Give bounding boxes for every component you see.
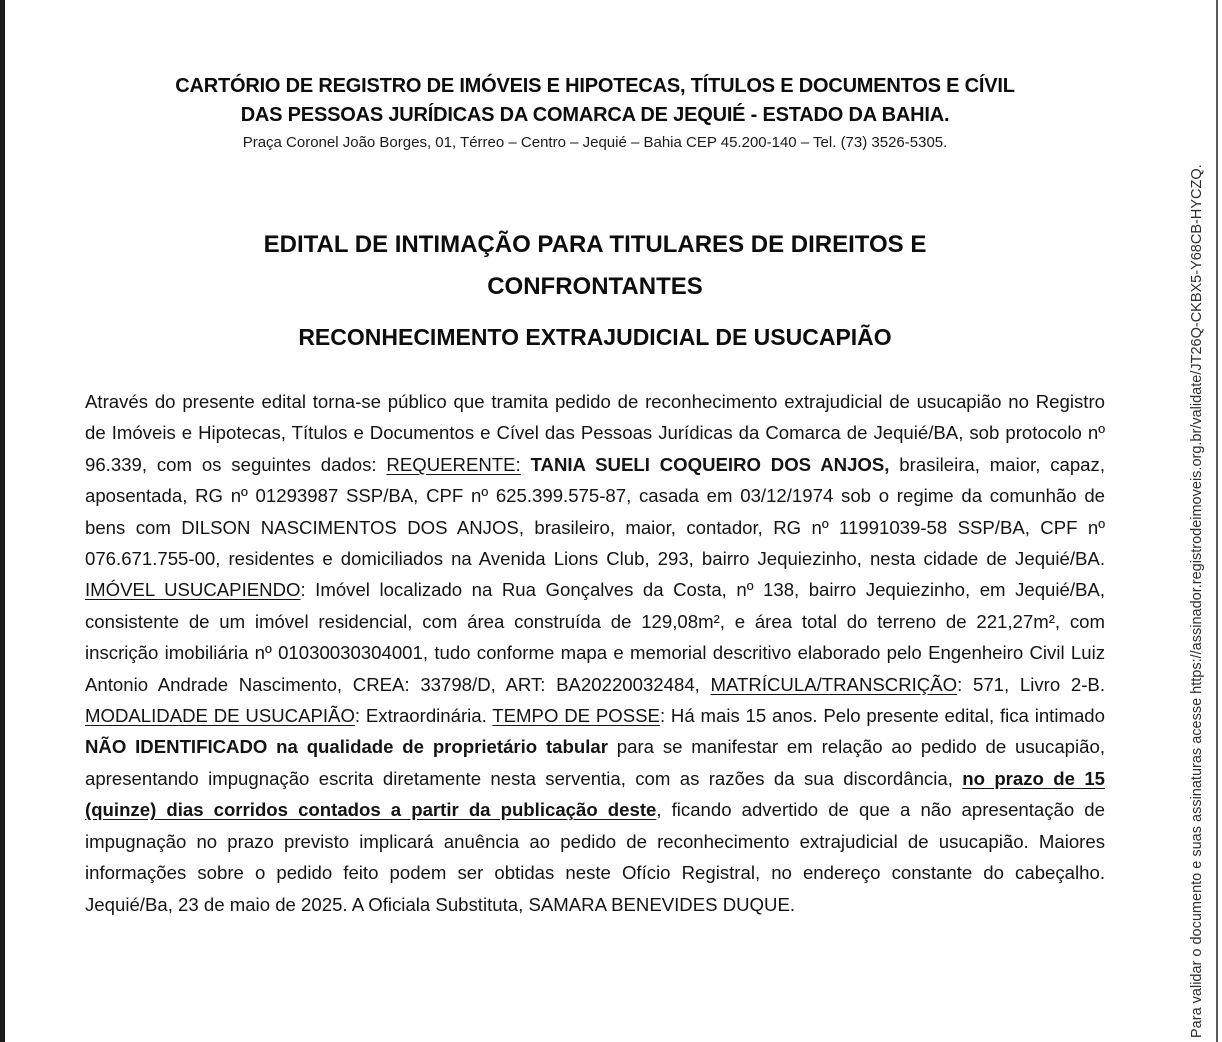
body-segment: : Há mais 15 anos. Pelo presente edital, fica intimado [659,705,1105,727]
body-segment-matricula-label: MATRÍCULA/TRANSCRIÇÃO [710,673,958,695]
body-segment: , ficando advertido de que a não apresentação de impugnação no prazo previsto implicará anuência ao pedido de reconhecimento extrajudicial de usucapião. Maiores informações sobre o pedido feito podem ser obtidas neste Ofício Registral, no endereço constante do cabeçalho. Jequié/Ba, 23 de maio de 2025. A Oficiala Substituta, SAMARA BENEVIDES DUQUE. [85,799,1105,915]
office-name-line1: CARTÓRIO DE REGISTRO DE IMÓVEIS E HIPOTECAS, TÍTULOS E DOCUMENTOS E CÍVIL [175,75,1015,97]
body-segment: : 571, Livro 2-B. [957,673,1105,695]
body-segment-modalidade-label: MODALIDADE DE USUCAPIÃO [85,705,355,727]
body-segment-prazo: no prazo de 15 (quinze) dias corridos contados a partir da publicação deste [85,767,1106,821]
body-segment: brasileira, maior, capaz, aposentada, RG nº 01293987 SSP/BA, CPF nº 625.399.575-87, casada em 03/12/1974 sob o regime da comunhão de bens com DILSON NASCIMENTOS DOS ANJOS, brasileiro, maior, contador, RG nº 11991039-58 SSP/BA, CPF nº 076.671.755-00, residentes e domiciliados na Avenida Lions Club, 293, bairro Jequiezinho, nesta cidade de Jequié/BA. [85,453,1105,570]
edital-title-text: EDITAL DE INTIMAÇÃO PARA TITULARES DE DIREITOS E CONFRONTANTES [263,231,927,300]
right-border-line [1216,0,1218,1042]
body-segment-requerente-label: REQUERENTE: [386,453,521,475]
notary-header [85,72,1105,153]
body-segment-imovel-label: IMÓVEL USUCAPIENDO [85,579,301,601]
edital-title [85,224,1105,308]
body-segment: para se manifestar em relação ao pedido de usucapião, apresentando impugnação escrita diretamente nesta serventia, com as razões da sua discordância, [85,736,1105,789]
body-segment-intimado: NÃO IDENTIFICADO na qualidade de proprietário tabular [85,736,608,758]
office-name-line2: DAS PESSOAS JURÍDICAS DA COMARCA DE JEQUIÉ - ESTADO DA BAHIA. [240,104,950,126]
body-segment [521,454,531,475]
body-segment-requerente-name: TANIA SUELI COQUEIRO DOS ANJOS, [530,453,890,475]
body-segment: : Extraordinária. [354,705,493,727]
edital-body-paragraph [85,386,1105,920]
validation-sidebar-text: Para validar o documento e suas assinaturas acesse https://assinador.registrodeimoveis.org.br/validate/JT26Q-CKBX5-Y68CB-HYCZQ. [1189,164,1205,1038]
office-address: Praça Coronel João Borges, 01, Térreo – Centro – Jequié – Bahia CEP 45.200-140 – Tel. (73) 3526-5305. [242,134,948,151]
usucapiao-subtitle: RECONHECIMENTO EXTRAJUDICIAL DE USUCAPIÃO [298,324,892,350]
body-segment: Através do presente edital torna-se público que tramita pedido de reconhecimento extrajudicial de usucapião no Registro de Imóveis e Hipotecas, Títulos e Documentos e Cível das Pessoas Jurídicas da Comarca de Jequié/BA, sob protocolo nº 96.339, com os seguintes dados: [85,391,1105,475]
body-segment: : Imóvel localizado na Rua Gonçalves da Costa, nº 138, bairro Jequiezinho, em Jequié/BA, consistente de um imóvel residencial, com área construída de 129,08m², e área total do terreno de 221,27m², com inscrição imobiliária nº 01030030304001, tudo conforme mapa e memorial descritivo elaborado pelo Engenheiro Civil Luiz Antonio Andrade Nascimento, CREA: 33798/D, ART: BA20220032484, [85,579,1105,695]
body-segment-tempo-posse-label: TEMPO DE POSSE [492,705,660,727]
left-border-bar [0,0,5,1042]
